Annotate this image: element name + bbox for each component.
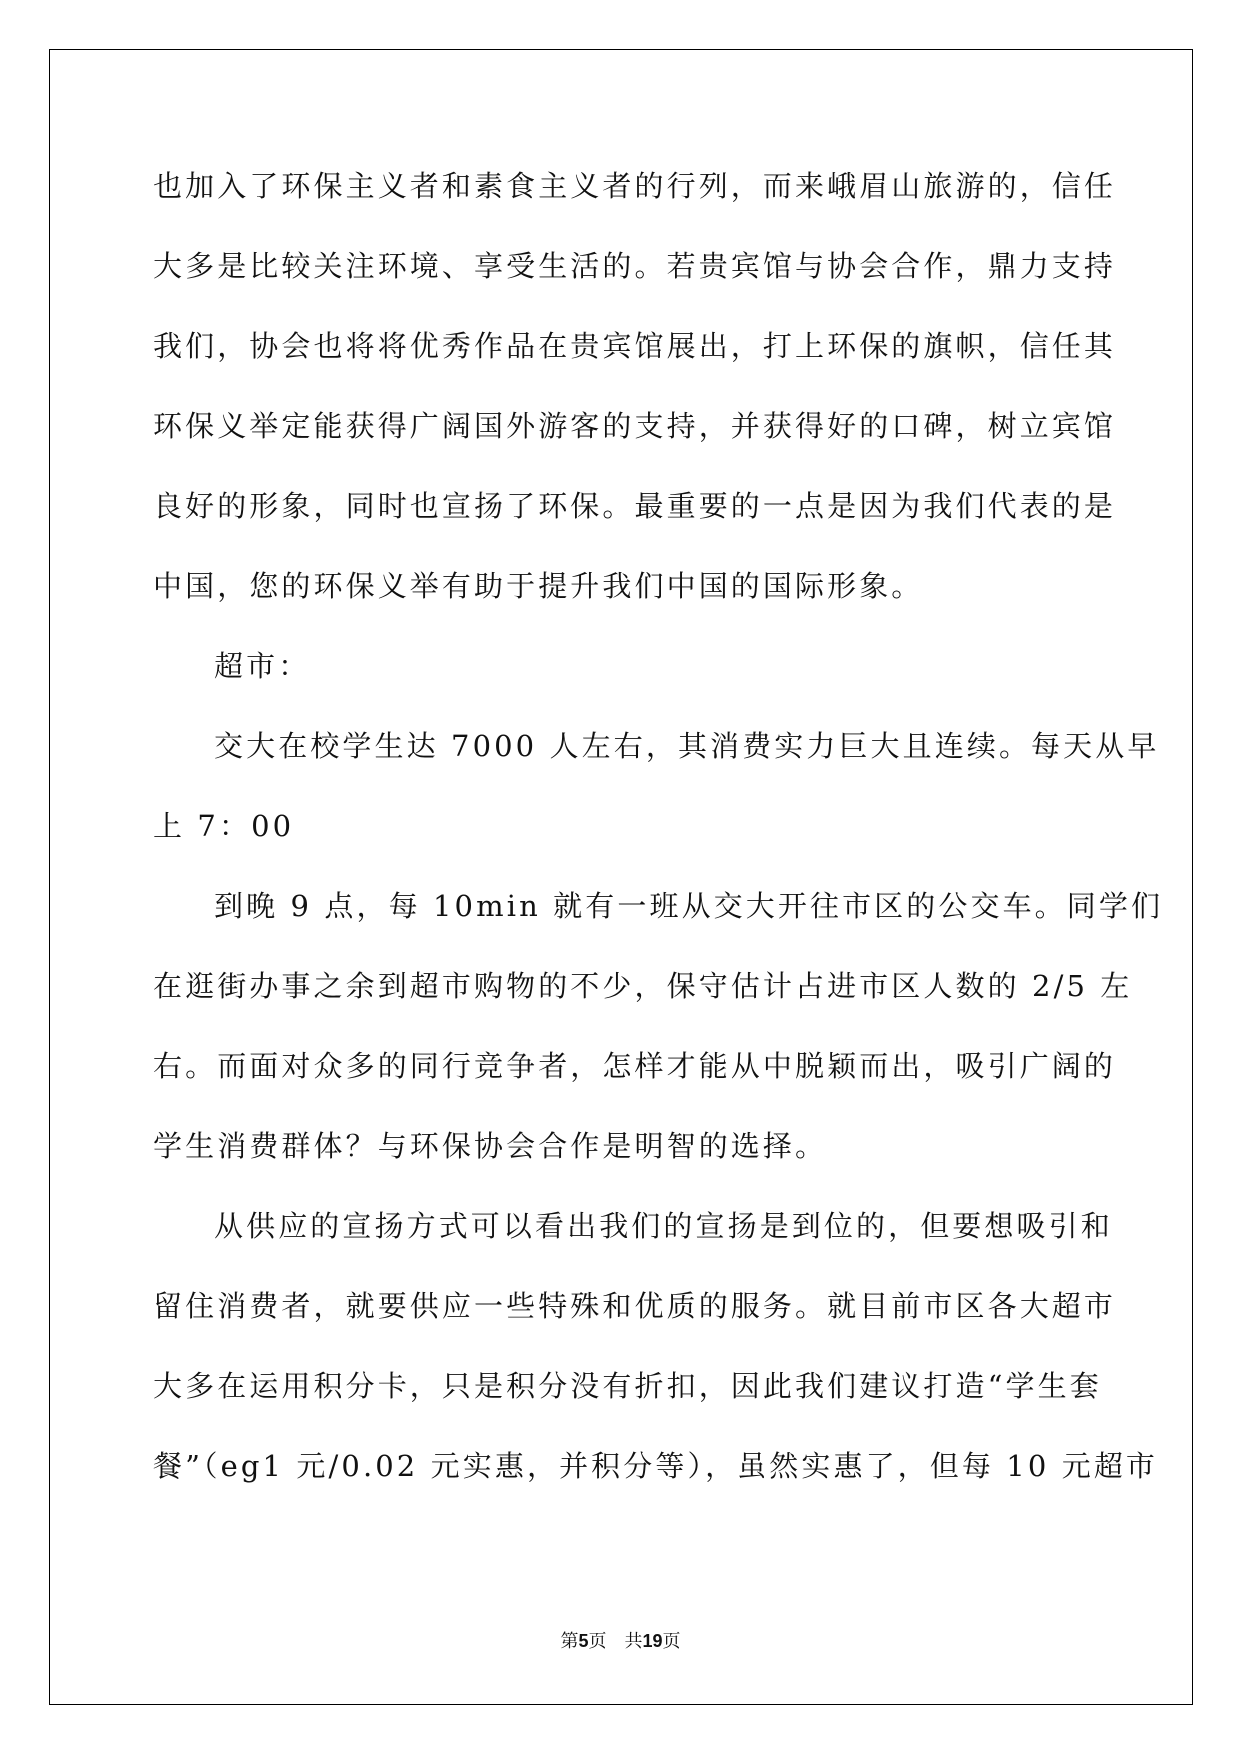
- page-prefix: 第: [560, 1631, 579, 1652]
- text-line: 上 7：00: [153, 809, 295, 843]
- total-pages: 19: [642, 1631, 663, 1651]
- text-line: 环保义举定能获得广阔国外游客的支持，并获得好的口碑，树立宾馆: [153, 409, 1117, 443]
- text-line: 大多是比较关注环境、享受生活的。若贵宾馆与协会合作，鼎力支持: [153, 249, 1117, 283]
- text-line: 良好的形象，同时也宣扬了环保。最重要的一点是因为我们代表的是: [153, 489, 1117, 523]
- text-line: 交大在校学生达 7000 人左右，其消费实力巨大且连续。每天从早: [214, 729, 1160, 763]
- text-line: 从供应的宣扬方式可以看出我们的宣扬是到位的，但要想吸引和: [214, 1209, 1113, 1243]
- document-body: [153, 158, 1164, 1518]
- page-number: 5: [578, 1631, 589, 1651]
- page-footer: [0, 1627, 1241, 1653]
- total-suffix: 页: [662, 1631, 681, 1652]
- text-line: 我们，协会也将将优秀作品在贵宾馆展出，打上环保的旗帜，信任其: [153, 329, 1117, 363]
- text-line: 也加入了环保主义者和素食主义者的行列，而来峨眉山旅游的，信任: [153, 169, 1117, 203]
- page-suffix: 页: [588, 1631, 607, 1652]
- text-line: 右。而面对众多的同行竞争者，怎样才能从中脱颖而出，吸引广阔的: [153, 1049, 1117, 1083]
- text-line: 餐”（eg1 元/0.02 元实惠，并积分等），虽然实惠了，但每 10 元超市: [153, 1449, 1159, 1483]
- text-line: 留住消费者，就要供应一些特殊和优质的服务。就目前市区各大超市: [153, 1289, 1117, 1323]
- text-line: 中国，您的环保义举有助于提升我们中国的国际形象。: [153, 569, 924, 603]
- text-line: 到晚 9 点，每 10min 就有一班从交大开往市区的公交车。同学们: [214, 889, 1164, 923]
- text-line: 大多在运用积分卡，只是积分没有折扣，因此我们建议打造“学生套: [153, 1369, 1102, 1403]
- total-prefix: 共: [624, 1631, 643, 1652]
- text-line: 学生消费群体？与环保协会合作是明智的选择。: [153, 1129, 828, 1163]
- text-line: 在逛街办事之余到超市购物的不少，保守估计占进市区人数的 2/5 左: [153, 969, 1133, 1003]
- section-heading-supermarket: 超市：: [214, 649, 311, 683]
